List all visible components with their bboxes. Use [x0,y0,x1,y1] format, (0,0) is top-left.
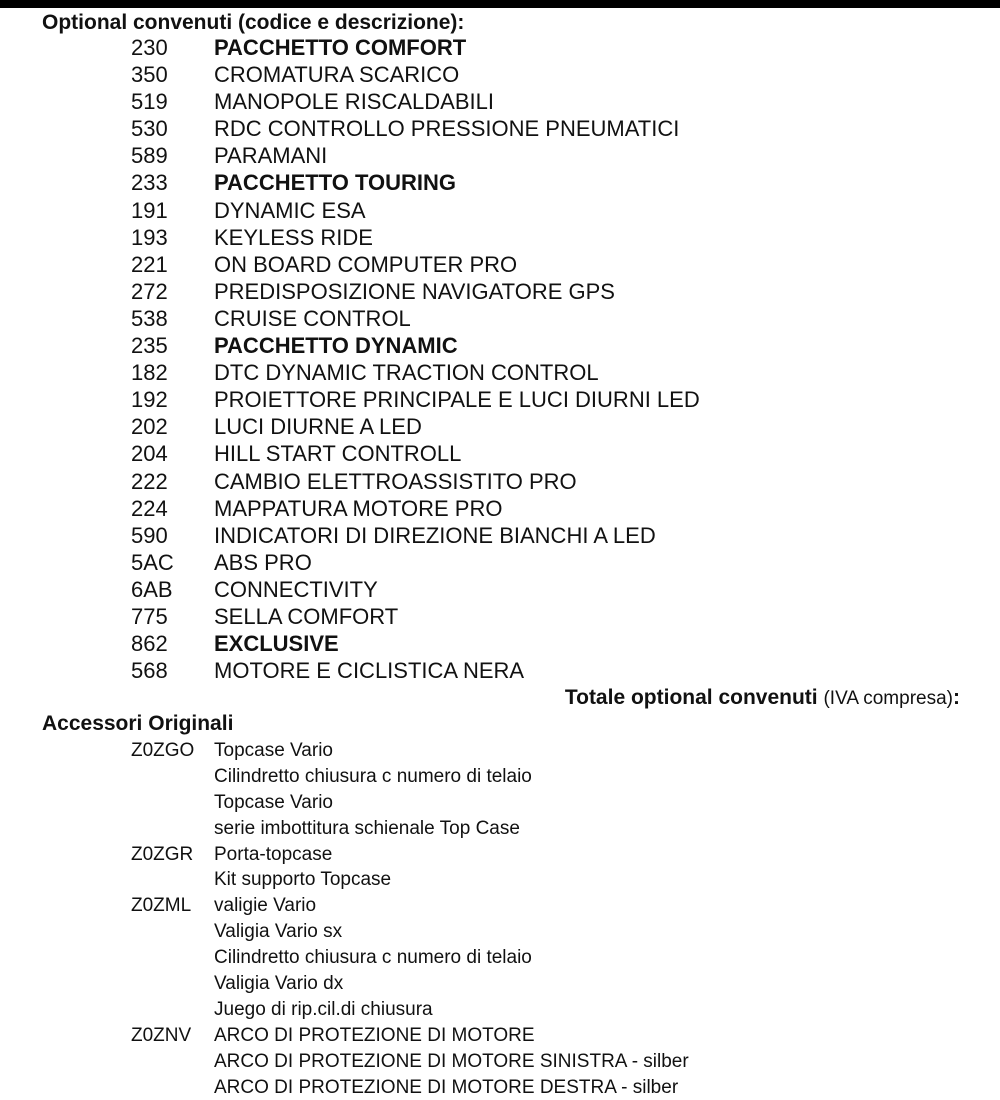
accessorio-item-desc: Cilindretto chiusura c numero di telaio [214,765,532,787]
optional-item-code: 350 [131,62,168,88]
optional-item-code: 568 [131,658,168,684]
accessorio-item-desc: Cilindretto chiusura c numero di telaio [214,947,532,969]
accessorio-item-desc: Porta-topcase [214,843,333,865]
accessorio-item-code: Z0ZML [131,895,192,917]
optional-item-desc: PROIETTORE PRINCIPALE E LUCI DIURNI LED [214,387,700,413]
optional-item [0,88,1000,115]
accessorio-item-desc: Topcase Vario [214,740,333,761]
accessori-list [0,738,1000,1100]
optional-item-desc: PACCHETTO TOURING [214,170,457,196]
optional-item-code: 202 [131,414,168,440]
optional-item [0,576,1000,603]
optional-item-desc: KEYLESS RIDE [214,224,373,250]
optional-item-desc: DTC DYNAMIC TRACTION CONTROL [214,360,599,386]
optional-item [0,61,1000,88]
optional-item-desc: PARAMANI [214,143,328,169]
optional-item-code: 538 [131,305,168,331]
optional-item-desc: PACCHETTO DYNAMIC [214,333,458,359]
optional-section-title: Optional convenuti (codice e descrizione): [42,11,465,34]
optional-item-desc: EXCLUSIVE [214,631,339,657]
optional-item [0,386,1000,413]
optional-item-desc: ABS PRO [214,549,312,575]
optional-item [0,413,1000,440]
accessorio-item [0,945,1000,971]
accessorio-item [0,764,1000,790]
accessorio-item [0,790,1000,816]
accessorio-item-code: Z0ZGO [131,740,195,761]
accessorio-item [0,971,1000,997]
accessorio-item [0,816,1000,842]
optional-item-code: 224 [131,495,168,521]
accessorio-item-desc: Valigia Vario sx [214,921,343,943]
optional-item-code: 193 [131,224,168,250]
accessorio-item-desc: serie imbottitura schienale Top Case [214,817,520,839]
optional-item [0,142,1000,169]
optional-item [0,224,1000,251]
top-edge-bar [0,0,1000,8]
accessorio-item-desc: Topcase Vario [214,791,333,813]
total-optional-colon: : [953,686,960,709]
optional-item-code: 221 [131,251,168,277]
accessorio-item [0,1075,1000,1100]
optional-item [0,359,1000,386]
optional-item-code: 5AC [131,549,174,575]
optional-item [0,305,1000,332]
optional-item [0,630,1000,657]
accessorio-item [0,919,1000,945]
optional-item-desc: MAPPATURA MOTORE PRO [214,495,503,521]
optional-item-desc: PREDISPOSIZIONE NAVIGATORE GPS [214,278,615,304]
optional-item [0,603,1000,630]
optional-item-desc: MANOPOLE RISCALDABILI [214,89,494,115]
optional-item-code: 272 [131,278,168,304]
optional-item-desc: CROMATURA SCARICO [214,62,460,88]
accessorio-item [0,997,1000,1023]
optional-item-code: 590 [131,522,168,548]
optional-item-code: 519 [131,89,168,115]
optional-item-desc: ON BOARD COMPUTER PRO [214,251,518,277]
optional-item [0,197,1000,224]
accessori-section-title: Accessori Originali [42,712,234,735]
optional-item-code: 862 [131,631,168,657]
optional-item-desc: MOTORE E CICLISTICA NERA [214,658,525,684]
optional-item-desc: HILL START CONTROLL [214,441,462,467]
optional-item [0,495,1000,522]
accessorio-item-desc: ARCO DI PROTEZIONE DI MOTORE [214,1024,535,1046]
optional-item-code: 222 [131,468,168,494]
optional-item-desc: SELLA COMFORT [214,603,399,629]
optional-item [0,169,1000,196]
accessorio-item [0,893,1000,919]
total-optional-line [565,685,960,712]
optional-item-code: 775 [131,603,168,629]
optional-item [0,332,1000,359]
accessorio-item [0,842,1000,868]
accessorio-item [0,1049,1000,1075]
accessorio-item-desc: Kit supporto Topcase [214,869,392,891]
accessorio-item [0,738,1000,764]
optional-item-desc: LUCI DIURNE A LED [214,414,422,440]
optional-item [0,522,1000,549]
optional-item-desc: CAMBIO ELETTROASSISTITO PRO [214,468,577,494]
accessorio-item-desc: Juego di rip.cil.di chiusura [214,998,433,1020]
optional-item [0,440,1000,467]
optional-item-code: 6AB [131,576,173,602]
optional-item [0,278,1000,305]
optional-item-code: 191 [131,197,168,223]
accessorio-item [0,1023,1000,1049]
optional-item [0,549,1000,576]
total-optional-note: (IVA compresa) [823,688,953,709]
optional-item [0,34,1000,61]
optional-item-code: 235 [131,333,168,359]
optional-item [0,251,1000,278]
accessorio-item-desc: valigie Vario [214,895,317,917]
optional-item [0,657,1000,684]
optional-item-code: 530 [131,116,168,142]
optional-item-desc: CRUISE CONTROL [214,305,411,331]
accessorio-item-code: Z0ZNV [131,1024,192,1046]
optional-item-desc: INDICATORI DI DIREZIONE BIANCHI A LED [214,522,656,548]
optional-item-code: 192 [131,387,168,413]
total-optional-label: Totale optional convenuti [564,686,818,709]
optional-item-code: 589 [131,143,168,169]
optional-item-code: 182 [131,360,168,386]
accessorio-item-desc: ARCO DI PROTEZIONE DI MOTORE SINISTRA - silber [214,1050,689,1072]
optional-item-desc: PACCHETTO COMFORT [214,35,467,60]
accessorio-item-desc: ARCO DI PROTEZIONE DI MOTORE DESTRA - silber [214,1076,679,1098]
optional-list [0,34,1000,684]
optional-item [0,468,1000,495]
accessorio-item [0,867,1000,893]
optional-item-desc: CONNECTIVITY [214,576,378,602]
optional-item-desc: RDC CONTROLLO PRESSIONE PNEUMATICI [214,116,680,142]
accessorio-item-desc: Valigia Vario dx [214,973,344,995]
optional-item-code: 204 [131,441,168,467]
optional-item-desc: DYNAMIC ESA [214,197,366,223]
optional-item-code: 230 [131,35,168,60]
optional-item [0,115,1000,142]
optional-item-code: 233 [131,170,168,196]
accessorio-item-code: Z0ZGR [131,843,194,865]
